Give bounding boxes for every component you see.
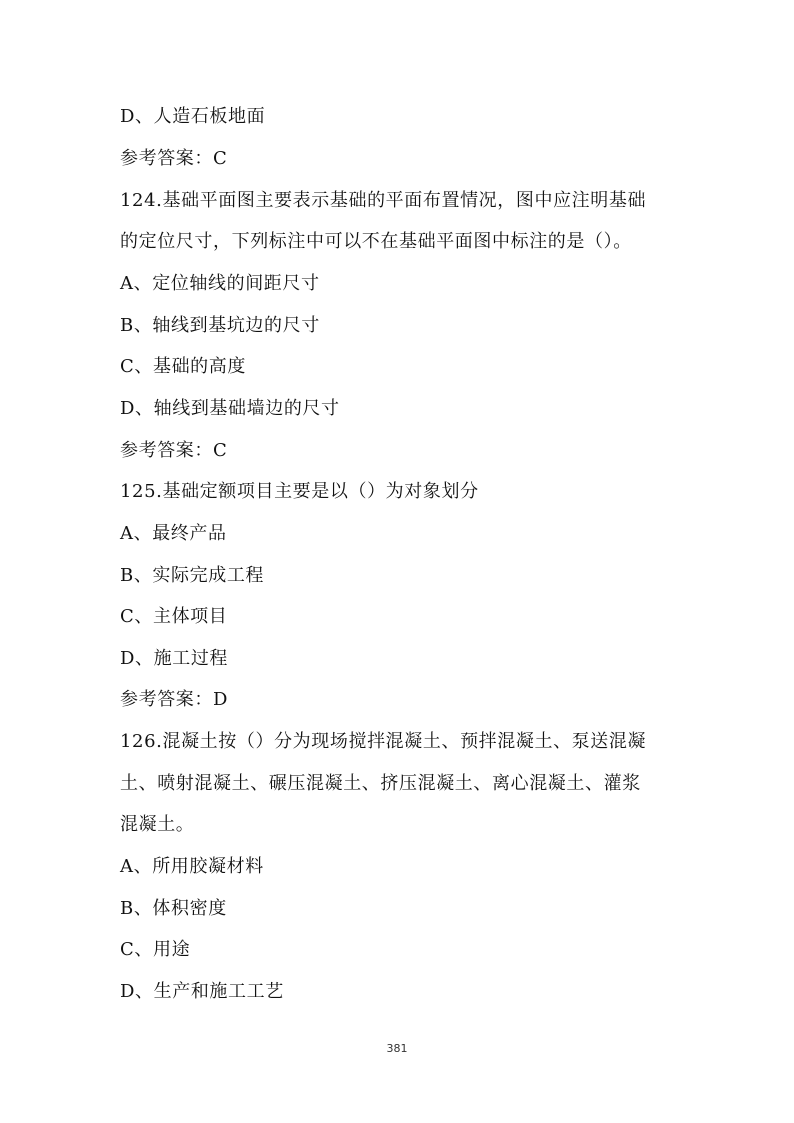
q125-option-c: C、主体项目 bbox=[120, 606, 228, 627]
answer-125: 参考答案：D bbox=[120, 689, 229, 710]
page-number: 381 bbox=[386, 1042, 408, 1055]
q126-option-d: D、生产和施工工艺 bbox=[120, 981, 284, 1002]
q124-option-b: B、轴线到基坑边的尺寸 bbox=[120, 315, 320, 336]
q126-option-c: C、用途 bbox=[120, 939, 191, 960]
q124-option-c: C、基础的高度 bbox=[120, 356, 246, 377]
question-126-line3: 混凝土。 bbox=[120, 814, 195, 835]
q126-option-a: A、所用胶凝材料 bbox=[120, 856, 264, 877]
q125-option-d: D、施工过程 bbox=[120, 648, 229, 669]
question-125: 125.基础定额项目主要是以（）为对象划分 bbox=[120, 481, 479, 502]
question-126-line2: 土、喷射混凝土、碾压混凝土、挤压混凝土、离心混凝土、灌浆 bbox=[120, 773, 641, 794]
q125-option-b: B、实际完成工程 bbox=[120, 565, 265, 586]
option-d-prev: D、人造石板地面 bbox=[120, 106, 266, 127]
question-126-line1: 126.混凝土按（）分为现场搅拌混凝土、预拌混凝土、泵送混凝 bbox=[120, 731, 647, 752]
answer-124: 参考答案：C bbox=[120, 440, 228, 461]
q124-option-a: A、定位轴线的间距尺寸 bbox=[120, 273, 320, 294]
q126-option-b: B、体积密度 bbox=[120, 898, 227, 919]
question-124-line1: 124.基础平面图主要表示基础的平面布置情况，图中应注明基础 bbox=[120, 190, 647, 211]
q125-option-a: A、最终产品 bbox=[120, 523, 227, 544]
answer-123: 参考答案：C bbox=[120, 148, 228, 169]
question-124-line2: 的定位尺寸，下列标注中可以不在基础平面图中标注的是（）。 bbox=[120, 231, 632, 252]
q124-option-d: D、轴线到基础墙边的尺寸 bbox=[120, 398, 340, 419]
